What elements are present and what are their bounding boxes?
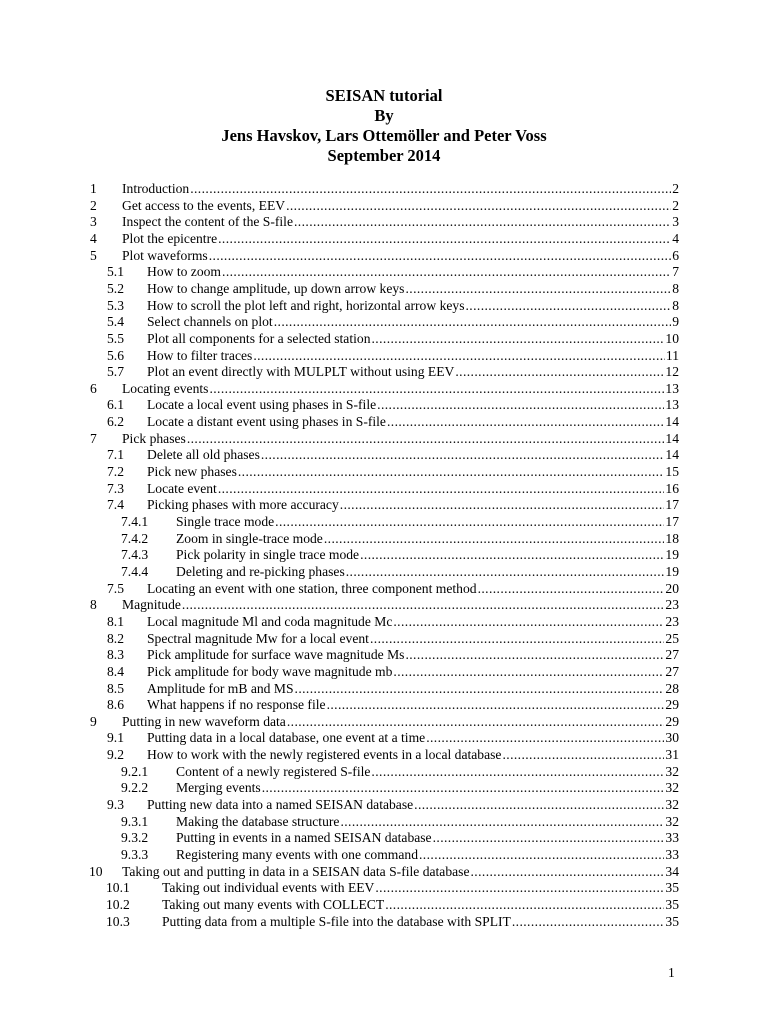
toc-entry-page: 31: [665, 747, 679, 763]
document-title: [0, 86, 768, 166]
toc-entry-page: 9: [672, 314, 679, 330]
toc-entry[interactable]: [107, 463, 679, 480]
toc-entry-title: Amplitude for mB and MS: [147, 680, 294, 696]
toc-entry-number: 6: [90, 380, 97, 396]
toc-entry[interactable]: [121, 846, 679, 863]
toc-leader-dots: [340, 813, 664, 830]
toc-entry-number: 5.5: [107, 330, 124, 346]
toc-entry-title: Local magnitude Ml and coda magnitude Mc: [147, 613, 393, 629]
toc-entry[interactable]: [107, 646, 679, 663]
toc-entry-page: 19: [665, 547, 679, 563]
toc-entry-number: 7.1: [107, 447, 124, 463]
toc-entry-page: 13: [665, 397, 679, 413]
toc-entry-title: Picking phases with more accuracy: [147, 497, 339, 513]
toc-entry-page: 20: [665, 580, 679, 596]
toc-entry-title: How to work with the newly registered events in a local database: [147, 747, 502, 763]
toc-entry-number: 5.3: [107, 297, 124, 313]
toc-entry-page: 18: [665, 530, 679, 546]
toc-leader-dots: [414, 796, 664, 813]
toc-entry-title: Taking out individual events with EEV: [162, 880, 375, 896]
title-line-2: By: [374, 106, 394, 125]
toc-entry[interactable]: [106, 913, 679, 930]
toc-entry[interactable]: [90, 180, 679, 197]
toc-entry[interactable]: [121, 530, 679, 547]
toc-entry-title: Pick phases: [122, 430, 186, 446]
toc-entry-page: 17: [665, 497, 679, 513]
toc-leader-dots: [209, 247, 671, 264]
toc-entry-title: Single trace mode: [176, 514, 275, 529]
toc-entry-page: 7: [672, 264, 679, 280]
toc-leader-dots: [405, 646, 664, 663]
toc-entry-page: 30: [665, 730, 679, 746]
toc-entry-title: How to change amplitude, up down arrow keys: [147, 280, 405, 296]
toc-entry-number: 10: [89, 863, 103, 879]
toc-entry-number: 9.3.1: [121, 813, 149, 829]
toc-leader-dots: [393, 663, 664, 680]
toc-entry[interactable]: [89, 863, 679, 880]
page-number: 1: [668, 965, 675, 980]
toc-entry-number: 5.4: [107, 314, 124, 330]
toc-leader-dots: [187, 430, 665, 447]
toc-entry-title: Deleting and re-picking phases: [176, 563, 345, 579]
toc-entry[interactable]: [107, 363, 679, 380]
title-line-3: Jens Havskov, Lars Ottemöller and Peter Voss: [221, 126, 547, 145]
toc-entry[interactable]: [121, 563, 679, 580]
title-line-1: SEISAN tutorial: [325, 86, 443, 105]
toc-leader-dots: [262, 779, 665, 796]
toc-entry-page: 8: [672, 280, 679, 296]
toc-entry-title: How to zoom: [147, 264, 222, 280]
toc-entry-number: 7.4.3: [121, 547, 149, 563]
toc-entry-page: 12: [665, 364, 679, 380]
toc-leader-dots: [370, 630, 664, 647]
toc-entry-number: 8.6: [107, 697, 124, 713]
toc-entry-title: Making the database structure: [176, 813, 340, 829]
toc-leader-dots: [377, 396, 664, 413]
toc-entry-title: Registering many events with one command: [176, 847, 418, 862]
toc-leader-dots: [218, 480, 665, 497]
toc-entry-number: 6.2: [107, 414, 124, 430]
toc-entry-number: 7.4: [107, 497, 124, 513]
toc-entry-number: 7.4.2: [121, 530, 149, 546]
toc-entry[interactable]: [107, 696, 679, 713]
toc-entry-title: Plot an event directly with MULPLT without using EEV: [147, 364, 455, 380]
toc-entry-number: 5.2: [107, 280, 124, 296]
toc-entry-number: 9.3.2: [121, 830, 149, 846]
toc-entry-number: 7.4.1: [121, 514, 149, 529]
toc-leader-dots: [340, 496, 665, 513]
toc-entry[interactable]: [107, 413, 679, 430]
toc-entry-page: 28: [665, 680, 679, 696]
toc-entry-page: 25: [665, 630, 679, 646]
toc-leader-dots: [286, 197, 671, 214]
toc-entry-page: 33: [665, 830, 679, 846]
toc-entry-page: 32: [665, 780, 679, 796]
toc-leader-dots: [426, 729, 664, 746]
toc-leader-dots: [385, 896, 664, 913]
toc-entry[interactable]: [90, 247, 679, 264]
toc-leader-dots: [274, 313, 671, 330]
toc-leader-dots: [261, 446, 665, 463]
toc-entry-title: Plot all components for a selected station: [147, 330, 371, 346]
toc-leader-dots: [375, 879, 664, 896]
toc-entry-title: Putting in new waveform data: [122, 713, 286, 729]
toc-entry[interactable]: [107, 729, 679, 746]
toc-entry[interactable]: [90, 213, 679, 230]
toc-leader-dots: [502, 746, 664, 763]
toc-entry-page: 13: [665, 380, 679, 396]
toc-entry-page: 27: [665, 663, 679, 679]
toc-entry-number: 3: [90, 214, 97, 230]
toc-entry-number: 10.1: [106, 880, 130, 896]
toc-entry[interactable]: [107, 347, 679, 364]
toc-leader-dots: [471, 863, 665, 880]
toc-entry-page: 16: [665, 480, 679, 496]
toc-entry-title: Plot the epicentre: [122, 230, 218, 246]
toc-entry[interactable]: [107, 446, 679, 463]
toc-entry-number: 9.3.3: [121, 847, 149, 862]
toc-leader-dots: [393, 613, 664, 630]
toc-entry-page: 4: [672, 230, 679, 246]
toc-entry-number: 10.2: [106, 896, 130, 912]
toc-entry[interactable]: [107, 580, 679, 597]
toc-leader-dots: [190, 180, 671, 197]
toc-entry-number: 8.5: [107, 680, 124, 696]
toc-entry-title: Locate a distant event using phases in S-file: [147, 414, 386, 430]
toc-entry-title: Putting data from a multiple S-file into the database with SPLIT: [162, 913, 511, 929]
toc-entry[interactable]: [90, 713, 679, 730]
toc-entry-title: Spectral magnitude Mw for a local event: [147, 630, 369, 646]
toc-entry-number: 7: [90, 430, 97, 446]
toc-entry[interactable]: [90, 596, 679, 613]
title-line-4: September 2014: [327, 146, 441, 165]
toc-entry[interactable]: [121, 779, 679, 796]
toc-entry-title: Locating an event with one station, three component method: [147, 580, 477, 596]
toc-entry-title: Taking out and putting in data in a SEISAN data S-file database: [122, 863, 470, 879]
toc-entry[interactable]: [90, 197, 679, 214]
toc-entry-page: 35: [665, 896, 679, 912]
toc-entry[interactable]: [107, 480, 679, 497]
toc-entry[interactable]: [107, 263, 679, 280]
toc-entry-title: Select channels on plot: [147, 314, 273, 330]
toc-entry-page: 2: [672, 197, 679, 213]
toc-entry-page: 15: [665, 464, 679, 480]
toc-entry-page: 2: [672, 181, 679, 196]
toc-entry-title: Delete all old phases: [147, 447, 260, 463]
toc-entry-number: 5.1: [107, 264, 124, 280]
toc-entry-number: 4: [90, 230, 97, 246]
toc-entry-title: Plot waveforms: [122, 247, 208, 263]
toc-entry-page: 11: [665, 347, 679, 363]
toc-leader-dots: [222, 263, 671, 280]
toc-entry-page: 23: [665, 597, 679, 613]
toc-entry-title: Pick amplitude for surface wave magnitude Ms: [147, 647, 405, 663]
toc-leader-dots: [405, 280, 671, 297]
toc-entry-title: Locating events: [122, 380, 209, 396]
toc-leader-dots: [327, 696, 665, 713]
toc-entry[interactable]: [107, 680, 679, 697]
toc-entry-number: 5.6: [107, 347, 124, 363]
toc-entry[interactable]: [107, 613, 679, 630]
toc-entry-number: 8.1: [107, 613, 124, 629]
toc-entry[interactable]: [121, 546, 679, 563]
toc-entry[interactable]: [106, 879, 679, 896]
toc-leader-dots: [387, 413, 664, 430]
toc-entry[interactable]: [107, 280, 679, 297]
toc-leader-dots: [253, 347, 665, 364]
toc-entry-page: 35: [665, 880, 679, 896]
toc-entry-number: 10.3: [106, 913, 130, 929]
toc-entry[interactable]: [107, 297, 679, 314]
toc-entry-title: Get access to the events, EEV: [122, 197, 286, 213]
toc-entry-number: 9: [90, 713, 97, 729]
toc-entry-number: 8.4: [107, 663, 124, 679]
toc-leader-dots: [419, 846, 664, 863]
toc-entry-page: 10: [665, 330, 679, 346]
toc-leader-dots: [287, 713, 665, 730]
toc-entry-title: Merging events: [176, 780, 261, 796]
toc-entry-number: 5: [90, 247, 97, 263]
toc-leader-dots: [455, 363, 664, 380]
toc-entry-title: How to filter traces: [147, 347, 253, 363]
toc-entry-page: 32: [665, 797, 679, 813]
toc-entry-title: Putting data in a local database, one event at a time: [147, 730, 426, 746]
toc-leader-dots: [324, 530, 665, 547]
toc-entry-page: 35: [665, 913, 679, 929]
toc-entry-title: Putting in events in a named SEISAN database: [176, 830, 432, 846]
toc-entry-number: 6.1: [107, 397, 124, 413]
toc-leader-dots: [209, 380, 664, 397]
toc-entry[interactable]: [107, 746, 679, 763]
toc-entry-page: 23: [665, 613, 679, 629]
toc-entry[interactable]: [107, 496, 679, 513]
toc-entry-title: Pick polarity in single trace mode: [176, 547, 360, 563]
toc-entry-title: Introduction: [122, 181, 190, 196]
toc-entry[interactable]: [107, 330, 679, 347]
toc-entry-number: 9.2: [107, 747, 124, 763]
toc-leader-dots: [275, 513, 664, 530]
toc-entry-number: 7.3: [107, 480, 124, 496]
toc-entry-page: 6: [672, 247, 679, 263]
toc-entry-page: 29: [665, 713, 679, 729]
toc-entry-title: What happens if no response file: [147, 697, 326, 713]
toc-leader-dots: [295, 680, 665, 697]
toc-entry-number: 7.2: [107, 464, 124, 480]
toc-entry-number: 5.7: [107, 364, 124, 380]
toc-entry[interactable]: [107, 796, 679, 813]
toc-entry-number: 8: [90, 597, 97, 613]
toc-entry[interactable]: [121, 829, 679, 846]
toc-leader-dots: [372, 330, 665, 347]
toc-leader-dots: [294, 213, 671, 230]
toc-entry-title: Magnitude: [122, 597, 181, 613]
toc-entry-number: 8.3: [107, 647, 124, 663]
toc-entry[interactable]: [121, 763, 679, 780]
toc-entry-title: How to scroll the plot left and right, horizontal arrow keys: [147, 297, 465, 313]
toc-entry-title: Pick amplitude for body wave magnitude mb: [147, 663, 393, 679]
toc-leader-dots: [182, 596, 665, 613]
toc-entry-number: 8.2: [107, 630, 124, 646]
toc-entry[interactable]: [90, 380, 679, 397]
toc-entry-page: 14: [665, 430, 679, 446]
toc-entry-page: 32: [665, 763, 679, 779]
toc-entry[interactable]: [107, 396, 679, 413]
toc-entry-title: Zoom in single-trace mode: [176, 530, 323, 546]
toc-entry-page: 19: [665, 563, 679, 579]
toc-entry[interactable]: [107, 313, 679, 330]
toc-entry-page: 14: [665, 447, 679, 463]
toc-leader-dots: [478, 580, 665, 597]
toc-entry-page: 3: [672, 214, 679, 230]
toc-leader-dots: [360, 546, 664, 563]
toc-entry-page: 34: [665, 863, 679, 879]
toc-entry-number: 9.2.1: [121, 763, 149, 779]
toc-entry-title: Pick new phases: [147, 464, 237, 480]
toc-entry-title: Inspect the content of the S-file: [122, 214, 293, 230]
toc-entry-number: 7.4.4: [121, 563, 149, 579]
toc-entry-number: 7.5: [107, 580, 124, 596]
toc-entry-page: 14: [665, 414, 679, 430]
toc-entry[interactable]: [121, 513, 679, 530]
toc-leader-dots: [346, 563, 665, 580]
toc-entry-page: 33: [665, 847, 679, 862]
toc-entry-title: Putting new data into a named SEISAN database: [147, 797, 414, 813]
toc-entry-page: 17: [665, 514, 679, 529]
toc-leader-dots: [512, 913, 665, 930]
toc-leader-dots: [466, 297, 672, 314]
toc-leader-dots: [433, 829, 665, 846]
toc-entry[interactable]: [121, 813, 679, 830]
toc-entry-title: Taking out many events with COLLECT: [162, 896, 385, 912]
toc-entry-title: Locate a local event using phases in S-file: [147, 397, 377, 413]
toc-entry-title: Locate event: [147, 480, 217, 496]
toc-entry[interactable]: [106, 896, 679, 913]
toc-entry[interactable]: [107, 663, 679, 680]
toc-entry-number: 9.2.2: [121, 780, 149, 796]
toc-entry-page: 29: [665, 697, 679, 713]
toc-entry-number: 9.1: [107, 730, 124, 746]
toc-entry-number: 9.3: [107, 797, 124, 813]
toc-entry-page: 32: [665, 813, 679, 829]
toc-entry[interactable]: [107, 630, 679, 647]
toc-entry[interactable]: [90, 230, 679, 247]
toc-leader-dots: [371, 763, 664, 780]
toc-entry-page: 27: [665, 647, 679, 663]
toc-entry-title: Content of a newly registered S-file: [176, 763, 371, 779]
toc-entry[interactable]: [90, 430, 679, 447]
toc-entry-page: 8: [672, 297, 679, 313]
toc-leader-dots: [218, 230, 671, 247]
toc-entry-number: 2: [90, 197, 97, 213]
toc-entry-number: 1: [90, 181, 97, 196]
toc-leader-dots: [238, 463, 665, 480]
